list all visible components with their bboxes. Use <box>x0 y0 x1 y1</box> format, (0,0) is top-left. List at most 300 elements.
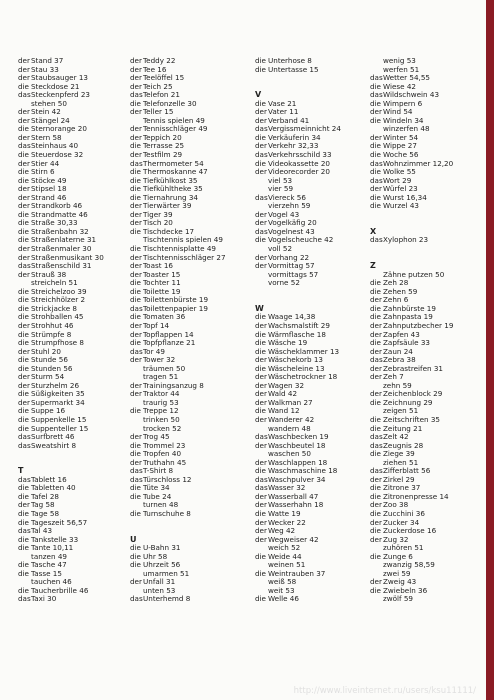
entry-word: Wärmflasche 18 <box>268 330 326 339</box>
index-entry <box>255 228 373 237</box>
index-entry <box>130 305 248 314</box>
entry-word: Tag 58 <box>31 501 55 510</box>
index-entry <box>370 519 488 528</box>
entry-article: das <box>130 91 143 100</box>
index-entry <box>255 108 373 117</box>
index-entry <box>370 296 488 305</box>
entry-word: Vogelscheuche 42 <box>268 236 334 245</box>
entry-article: das <box>18 475 31 484</box>
entry-article: das <box>130 467 143 476</box>
entry-word: Süßigkeiten 35 <box>31 390 85 399</box>
index-entry <box>18 185 136 194</box>
entry-word: Straßenmusikant 30 <box>31 253 104 262</box>
entry-word: Tiefkühlkost 35 <box>143 176 198 185</box>
entry-article: der <box>255 142 267 151</box>
entry-article: die <box>130 185 141 194</box>
index-entry <box>130 254 248 263</box>
entry-article: der <box>255 219 267 228</box>
index-entry <box>255 117 373 126</box>
index-entry <box>255 57 373 66</box>
entry-word: Winter 54 <box>383 133 419 142</box>
index-entry <box>255 168 373 177</box>
entry-word: Waschbecken 19 <box>268 433 329 442</box>
index-entry <box>18 322 136 331</box>
spacer <box>370 245 488 262</box>
index-entry <box>255 160 373 169</box>
index-entry <box>18 578 136 587</box>
entry-article: der <box>255 373 267 382</box>
entry-word: Straßenlaterne 31 <box>31 236 97 245</box>
entry-article: die <box>18 535 29 544</box>
index-entry <box>255 219 373 228</box>
index-entry <box>370 125 488 134</box>
index-entry <box>130 168 248 177</box>
index-entry <box>130 484 248 493</box>
entry-article: der <box>130 82 142 91</box>
index-entry <box>255 493 373 502</box>
entry-word: Zebrastreifen 31 <box>383 364 443 373</box>
index-entry <box>255 595 373 604</box>
entry-word: Tisch 20 <box>143 219 173 228</box>
index-entry <box>370 236 488 245</box>
entry-article: die <box>370 304 381 313</box>
index-entry <box>130 219 248 228</box>
index-entry <box>130 399 248 408</box>
index-entry <box>370 407 488 416</box>
entry-article: die <box>255 99 266 108</box>
index-entry <box>255 125 373 134</box>
entry-word: Thermoskanne 47 <box>143 168 208 177</box>
entry-word: Stand 37 <box>31 57 64 65</box>
entry-word: Steckdose 21 <box>31 82 80 91</box>
index-entry <box>130 91 248 100</box>
entry-word: weich 52 <box>268 544 301 553</box>
entry-article: die <box>370 450 381 459</box>
index-entry <box>370 160 488 169</box>
entry-word: Zebra 38 <box>383 356 416 365</box>
entry-article: die <box>130 492 141 501</box>
entry-word: Welle 46 <box>268 595 299 604</box>
index-entry <box>130 262 248 271</box>
index-entry <box>370 142 488 151</box>
index-entry <box>370 91 488 100</box>
entry-article: die <box>18 364 29 373</box>
entry-word: voll 52 <box>268 245 293 254</box>
index-entry <box>18 527 136 536</box>
entry-word: zehn 59 <box>383 381 412 390</box>
entry-word: vier 59 <box>268 185 294 194</box>
entry-article: der <box>18 373 30 382</box>
entry-word: Tennisschläger 49 <box>143 125 208 134</box>
index-entry <box>255 66 373 75</box>
entry-word: Zähne putzen 50 <box>383 270 445 279</box>
entry-word: Stöcke 49 <box>31 176 67 185</box>
index-entry <box>18 544 136 553</box>
index-entry <box>370 501 488 510</box>
index-entry <box>255 365 373 374</box>
entry-word: Suppenteller 15 <box>31 424 89 433</box>
entry-word: Trog 45 <box>143 433 170 442</box>
entry-word: Vergissmeinnicht 24 <box>268 125 341 134</box>
entry-article: der <box>18 245 30 254</box>
entry-word: Steckenpferd 23 <box>31 91 90 100</box>
index-entry <box>18 536 136 545</box>
entry-word: turnen 48 <box>143 501 179 510</box>
entry-word: stehen 50 <box>31 99 67 108</box>
index-entry <box>255 356 373 365</box>
entry-article: der <box>18 133 30 142</box>
entry-word: Stipsel 18 <box>31 185 67 194</box>
entry-word: Wolke 55 <box>383 168 416 177</box>
entry-article: der <box>370 390 382 399</box>
index-entry <box>255 433 373 442</box>
index-entry <box>18 570 136 579</box>
entry-word: zwölf 59 <box>383 595 414 604</box>
entry-article: die <box>370 142 381 151</box>
entry-word: Verkehrsschild 33 <box>268 151 332 160</box>
entry-word: Weintrauben 37 <box>268 569 326 578</box>
index-entry <box>130 433 248 442</box>
index-entry <box>130 339 248 348</box>
entry-article: der <box>130 125 142 134</box>
index-entry <box>130 160 248 169</box>
entry-word: Zehen 59 <box>383 287 418 296</box>
index-entry <box>130 142 248 151</box>
entry-word: Testfilm 29 <box>143 151 183 160</box>
entry-word: Stunde 56 <box>31 356 68 365</box>
index-entry <box>255 476 373 485</box>
entry-article: das <box>18 91 31 100</box>
entry-word: Wurst 16,34 <box>383 193 427 202</box>
entry-article: das <box>18 441 31 450</box>
entry-article: der <box>370 535 382 544</box>
entry-article: die <box>370 398 381 407</box>
letter-heading <box>370 228 488 237</box>
entry-article: der <box>130 151 142 160</box>
index-entry <box>255 236 373 245</box>
index-entry <box>130 476 248 485</box>
index-entry <box>18 254 136 263</box>
entry-word: Vase 21 <box>268 99 297 108</box>
entry-article: die <box>255 347 266 356</box>
entry-article: die <box>370 82 381 91</box>
entry-article: die <box>255 313 266 322</box>
index-entry <box>130 544 248 553</box>
index-entry <box>18 117 136 126</box>
index-entry <box>130 365 248 374</box>
entry-article: der <box>370 364 382 373</box>
spacer <box>18 450 136 467</box>
entry-word: ziehen 51 <box>383 458 419 467</box>
index-entry <box>255 442 373 451</box>
entry-word: Wind 54 <box>383 108 413 117</box>
entry-word: Wippe 27 <box>383 142 417 151</box>
entry-article: der <box>18 347 30 356</box>
entry-article: der <box>255 535 267 544</box>
entry-article: der <box>18 202 30 211</box>
entry-article: die <box>370 193 381 202</box>
index-entry <box>255 527 373 536</box>
entry-article: der <box>255 441 267 450</box>
index-entry <box>18 262 136 271</box>
entry-article: die <box>18 424 29 433</box>
index-entry <box>370 57 488 66</box>
index-entry <box>18 160 136 169</box>
entry-word: viel 53 <box>268 176 293 185</box>
index-entry <box>370 271 488 280</box>
entry-article: das <box>370 91 383 100</box>
entry-word: Toilette 19 <box>143 287 181 296</box>
index-entry <box>255 407 373 416</box>
entry-word: Wegweiser 42 <box>268 535 319 544</box>
entry-word: Teich 25 <box>143 82 173 91</box>
entry-word: Thermometer 54 <box>143 159 204 168</box>
entry-word: Tierwärter 39 <box>143 202 192 211</box>
entry-word: Zwiebeln 36 <box>383 586 428 595</box>
index-entry <box>130 211 248 220</box>
index-entry <box>130 194 248 203</box>
index-entry <box>18 493 136 502</box>
index-entry <box>255 262 373 271</box>
index-entry <box>370 570 488 579</box>
entry-article: der <box>255 492 267 501</box>
entry-word: Zitrone 37 <box>383 484 421 493</box>
index-entry <box>18 168 136 177</box>
entry-article: das <box>370 236 383 245</box>
entry-word: Strand 46 <box>31 193 67 202</box>
entry-article: das <box>255 484 268 493</box>
index-entry <box>255 254 373 263</box>
index-entry <box>370 194 488 203</box>
index-entry <box>130 416 248 425</box>
entry-word: zwanzig 58,59 <box>383 561 435 570</box>
index-column-2 <box>130 57 248 604</box>
entry-article: der <box>255 321 267 330</box>
entry-article: der <box>18 193 30 202</box>
index-entry <box>18 442 136 451</box>
entry-article: die <box>18 236 29 245</box>
index-entry <box>370 416 488 425</box>
index-entry <box>255 570 373 579</box>
entry-article: die <box>130 552 141 561</box>
entry-word: Sturzhelm 26 <box>31 381 80 390</box>
entry-article: die <box>130 407 141 416</box>
entry-article: die <box>370 492 381 501</box>
entry-article: das <box>255 475 268 484</box>
entry-word: Toilettenbürste 19 <box>143 296 209 305</box>
entry-word: Straße 30,33 <box>31 219 78 228</box>
index-entry <box>130 570 248 579</box>
entry-article: der <box>370 296 382 305</box>
index-entry <box>130 66 248 75</box>
entry-article: der <box>18 108 30 117</box>
entry-word: Wiese 42 <box>383 82 416 91</box>
entry-word: Tischtennisplatte 49 <box>143 245 216 254</box>
entry-article: der <box>370 501 382 510</box>
entry-article: die <box>18 484 29 493</box>
index-entry <box>370 467 488 476</box>
index-entry <box>18 561 136 570</box>
entry-word: Zeh 7 <box>383 373 404 382</box>
entry-article: der <box>18 398 30 407</box>
index-entry <box>370 313 488 322</box>
entry-word: Wasserhahn 18 <box>268 501 324 510</box>
entry-word: Tage 58 <box>31 509 60 518</box>
entry-word: Vogelnest 43 <box>268 227 315 236</box>
entry-word: vormittags 57 <box>268 270 319 279</box>
entry-article: die <box>255 133 266 142</box>
index-entry <box>130 356 248 365</box>
entry-article: der <box>370 185 382 194</box>
entry-word: Strümpfe 8 <box>31 330 72 339</box>
entry-article: das <box>255 433 268 442</box>
entry-word: Tabletten 40 <box>31 484 76 493</box>
entry-word: Unterhemd 8 <box>143 595 191 604</box>
entry-word: Stunden 56 <box>31 364 73 373</box>
entry-article: der <box>255 381 267 390</box>
index-entry <box>18 595 136 604</box>
entry-word: Zeichenblock 29 <box>383 390 443 399</box>
index-entry <box>130 561 248 570</box>
entry-word: Steuerdose 32 <box>31 151 84 160</box>
entry-word: Zirkel 29 <box>383 475 415 484</box>
index-entry <box>130 108 248 117</box>
entry-word: tauchen 46 <box>31 578 72 587</box>
entry-word: Wagen 32 <box>268 381 305 390</box>
entry-word: Weg 42 <box>268 527 296 536</box>
entry-word: Straßenbahn 32 <box>31 227 89 236</box>
index-entry <box>130 228 248 237</box>
entry-article: die <box>18 509 29 518</box>
index-entry <box>18 425 136 434</box>
entry-word: Telefonzelle 30 <box>143 99 197 108</box>
entry-word: Tochter 11 <box>143 279 181 288</box>
entry-word: Terrasse 25 <box>143 142 185 151</box>
entry-word: Zucker 34 <box>383 518 420 527</box>
entry-article: die <box>370 552 381 561</box>
entry-word: Vogel 43 <box>268 210 300 219</box>
entry-article: der <box>255 398 267 407</box>
entry-article: die <box>370 151 381 160</box>
entry-word: Vogelkäfig 20 <box>268 219 317 228</box>
entry-article: die <box>255 364 266 373</box>
entry-word: trinken 50 <box>143 415 180 424</box>
entry-article: das <box>18 527 31 536</box>
entry-article: die <box>255 65 266 74</box>
index-entry <box>370 553 488 562</box>
entry-word: Tafel 28 <box>31 492 59 501</box>
index-entry <box>18 348 136 357</box>
entry-word: Wimpern 6 <box>383 99 423 108</box>
entry-word: winzerfen 48 <box>383 125 430 134</box>
entry-word: Wand 12 <box>268 407 300 416</box>
entry-article: das <box>255 193 268 202</box>
entry-word: Wachsmalstift 29 <box>268 321 330 330</box>
entry-article: der <box>370 578 382 587</box>
index-entry <box>18 501 136 510</box>
index-entry <box>130 459 248 468</box>
entry-word: Tante 10,11 <box>31 544 74 553</box>
entry-article: der <box>18 270 30 279</box>
entry-word: Weide 44 <box>268 552 302 561</box>
entry-word: zuhören 51 <box>383 544 424 553</box>
index-entry <box>370 382 488 391</box>
entry-word: Untertasse 15 <box>268 65 319 74</box>
entry-word: Supermarkt 34 <box>31 398 85 407</box>
entry-article: die <box>130 168 141 177</box>
entry-word: Woche 56 <box>383 151 419 160</box>
entry-article: der <box>130 253 142 262</box>
entry-article: die <box>18 415 29 424</box>
entry-word: Wohnzimmer 12,20 <box>383 159 454 168</box>
entry-word: waschen 50 <box>268 450 311 459</box>
index-entry <box>18 211 136 220</box>
index-entry <box>370 202 488 211</box>
entry-word: vorne 52 <box>268 279 300 288</box>
index-entry <box>255 331 373 340</box>
index-entry <box>18 279 136 288</box>
index-entry <box>18 245 136 254</box>
entry-article: der <box>130 578 142 587</box>
index-entry <box>370 339 488 348</box>
entry-article: die <box>18 210 29 219</box>
entry-word: Teelöffel 15 <box>143 74 185 83</box>
entry-article: die <box>18 356 29 365</box>
index-entry <box>18 271 136 280</box>
entry-article: die <box>18 151 29 160</box>
index-entry <box>130 74 248 83</box>
entry-word: Wäscheleine 13 <box>268 364 325 373</box>
index-entry <box>370 356 488 365</box>
index-entry <box>18 228 136 237</box>
entry-word: weinen 51 <box>268 561 306 570</box>
index-entry <box>370 373 488 382</box>
index-column-3 <box>255 57 373 604</box>
entry-article: der <box>370 133 382 142</box>
entry-word: Stirn 6 <box>31 168 55 177</box>
spacer <box>130 519 248 536</box>
index-entry <box>18 331 136 340</box>
index-entry <box>130 134 248 143</box>
entry-article: die <box>18 561 29 570</box>
entry-article: die <box>18 296 29 305</box>
entry-article: das <box>370 176 383 185</box>
entry-word: Wasserball 47 <box>268 492 319 501</box>
entry-word: Wäschekorb 13 <box>268 356 323 365</box>
entry-article: der <box>130 74 142 83</box>
entry-word: Tischtennisschläger 27 <box>143 253 226 262</box>
entry-word: Wäschetrockner 18 <box>268 373 338 382</box>
index-entry <box>18 416 136 425</box>
index-entry <box>255 279 373 288</box>
index-entry <box>18 313 136 322</box>
entry-word: Stern 58 <box>31 133 62 142</box>
letter-heading-text: V <box>255 91 262 100</box>
entry-article: die <box>130 296 141 305</box>
index-entry <box>130 467 248 476</box>
entry-article: die <box>255 339 266 348</box>
index-entry <box>370 561 488 570</box>
entry-word: Zuckerdose 16 <box>383 527 437 536</box>
index-entry <box>130 501 248 510</box>
watermark-url: http://www.liveinternet.ru/users/ksu11111/ <box>293 686 476 696</box>
entry-word: traurig 53 <box>143 398 179 407</box>
index-entry <box>130 177 248 186</box>
entry-article: die <box>370 586 381 595</box>
index-entry <box>255 416 373 425</box>
index-entry <box>255 271 373 280</box>
index-entry <box>370 331 488 340</box>
